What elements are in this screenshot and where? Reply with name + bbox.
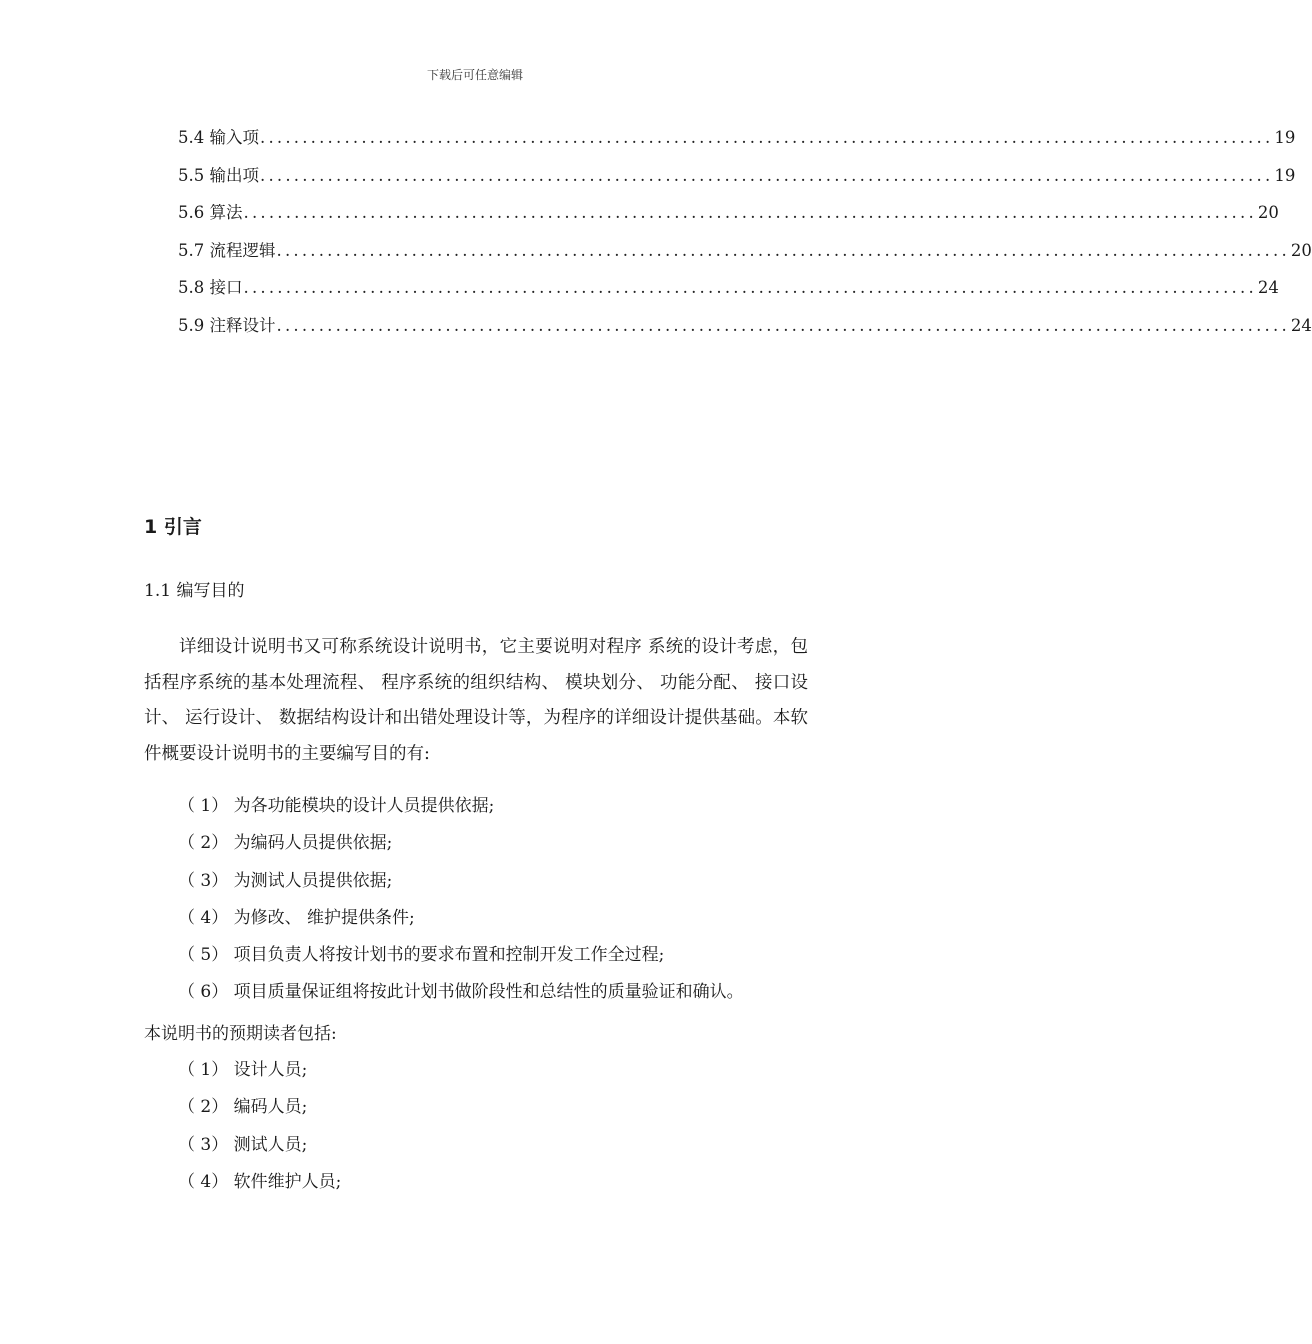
list-item: （ 2） 编码人员; [178, 1097, 308, 1118]
toc-entry[interactable] [178, 199, 1279, 237]
toc-entry-label: 5.6 算法 [178, 203, 243, 223]
toc-entry[interactable] [178, 274, 1279, 312]
toc-entry-label: 5.9 注释设计 [178, 315, 276, 335]
toc-leader-dots: ........................................................................................................................ [276, 315, 1290, 335]
toc-entry-label: 5.4 输入项 [178, 128, 259, 147]
subsection-heading: 1.1 编写目的 [144, 581, 245, 601]
toc-leader-dots: ........................................................................................................................ [243, 203, 1257, 223]
toc-entry-page: 19 [1274, 165, 1296, 185]
toc-entry-label: 5.8 接口 [178, 278, 243, 298]
toc-entry[interactable] [178, 237, 1312, 275]
readers-intro: 本说明书的预期读者包括: [144, 1024, 337, 1044]
toc-entry[interactable] [178, 124, 1296, 162]
list-item: （ 5） 项目负责人将按计划书的要求布置和控制开发工作全过程; [178, 945, 665, 966]
list-item: （ 4） 软件维护人员; [178, 1171, 342, 1192]
toc-entry-label: 5.5 输出项 [178, 165, 259, 185]
toc-entry[interactable] [178, 312, 1312, 350]
section-heading: 1 引言 [144, 516, 202, 538]
list-item: （ 2） 为编码人员提供依据; [178, 833, 393, 854]
list-item: （ 1） 设计人员; [178, 1060, 308, 1080]
list-item: （ 3） 测试人员; [178, 1134, 308, 1155]
toc-leader-dots: ........................................................................................................................ [260, 165, 1274, 185]
header-watermark: 下载后可任意编辑 [426, 68, 523, 82]
list-item: （ 4） 为修改、 维护提供条件; [178, 907, 415, 928]
list-item: （ 3） 为测试人员提供依据; [178, 870, 393, 891]
toc-entry-page: 19 [1274, 128, 1296, 147]
toc-leader-dots: ........................................................................................................................ [260, 128, 1274, 147]
toc-entry-page: 24 [1257, 278, 1279, 298]
toc-entry-label: 5.7 流程逻辑 [178, 240, 276, 260]
list-item: （ 1） 为各功能模块的设计人员提供依据; [178, 796, 495, 816]
list-item: （ 6） 项目质量保证组将按此计划书做阶段性和总结性的质量验证和确认。 [178, 982, 744, 1003]
toc-entry[interactable] [178, 162, 1296, 200]
toc-leader-dots: ........................................................................................................................ [276, 240, 1290, 260]
readers-list [178, 1052, 341, 1201]
body-paragraph: 详细设计说明书又可称系统设计说明书，它主要说明对程序 系统的设计考虑，包括程序系统的基本处理流程、 程序系统的组织结构、 模块划分、 功能分配、 接口设计、 运行设计、 数据结构设计和出错处理设计等，为程序的详细设计提供基础。本软件概要设计说明书的主要编写目的有: [144, 637, 808, 764]
toc-entry-page: 24 [1290, 315, 1312, 335]
toc-entry-page: 20 [1257, 203, 1279, 223]
toc-entry-page: 20 [1290, 240, 1312, 260]
table-of-contents [178, 124, 1312, 350]
toc-leader-dots: ........................................................................................................................ [243, 278, 1257, 298]
purpose-list [178, 788, 744, 1012]
